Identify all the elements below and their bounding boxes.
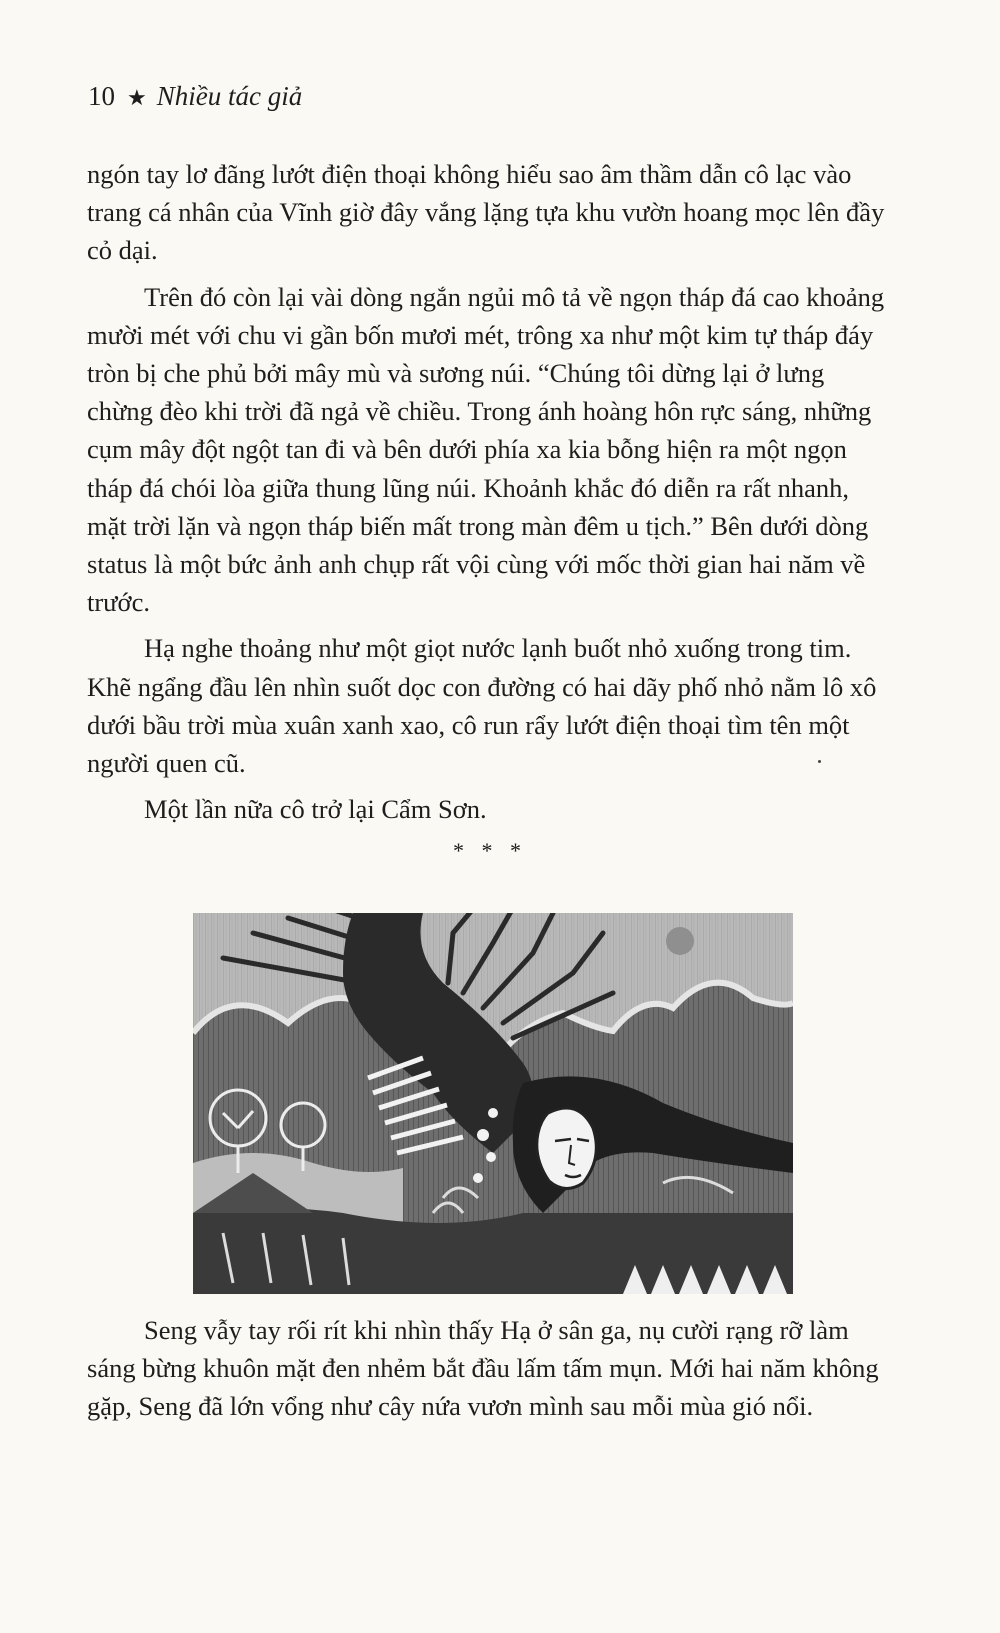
author-name: Nhiều tác giả bbox=[156, 81, 303, 111]
paragraph: ngón tay lơ đãng lướt điện thoại không hiểu sao âm thầm dẫn cô lạc vào trang cá nhân của Vĩnh giờ đây vắng lặng tựa khu vườn hoang mọc lên đầy cỏ dại. bbox=[87, 159, 885, 266]
body-text-bottom bbox=[87, 1311, 892, 1426]
body-text-top bbox=[87, 155, 892, 828]
woodcut-woman-tree-landscape-icon bbox=[193, 913, 793, 1294]
section-separator: * * * bbox=[453, 838, 527, 863]
paragraph: Hạ nghe thoảng như một giọt nước lạnh buốt nhỏ xuống trong tim. Khẽ ngẩng đầu lên nhìn suốt dọc con đường có hai dãy phố nhỏ nằm lô xô dưới bầu trời mùa xuân xanh xao, cô run rẩy lướt điện thoại tìm tên một người quen cũ. bbox=[87, 633, 877, 779]
page-number: 10 bbox=[88, 81, 115, 111]
paragraph: Một lần nữa cô trở lại Cẩm Sơn. bbox=[144, 794, 487, 825]
moon-shape bbox=[666, 927, 694, 955]
paragraph: Trên đó còn lại vài dòng ngắn ngủi mô tả về ngọn tháp đá cao khoảng mười mét với chu vi gần bốn mươi mét, trông xa như một kim tự tháp đáy tròn bị che phủ bởi mây mù và sương núi. “Chúng tôi dừng lại ở lưng chừng đèo khi trời đã ngả về chiều. Trong ánh hoàng hôn rực sáng, những cụm mây đột ngột tan đi và bên dưới phía xa kia bỗng hiện ra một ngọn tháp đá chói lòa giữa thung lũng núi. Khoảnh khắc đó diễn ra rất nhanh, mặt trời lặn và ngọn tháp biến mất trong màn đêm u tịch.” Bên dưới dòng status là một bức ảnh anh chụp rất vội cùng với mốc thời gian hai năm về trước. bbox=[87, 281, 885, 618]
running-header bbox=[88, 78, 302, 116]
paragraph: Seng vẫy tay rối rít khi nhìn thấy Hạ ở sân ga, nụ cười rạng rỡ làm sáng bừng khuôn mặt đen nhẻm bắt đầu lấm tấm mụn. Mới hai năm không gặp, Seng đã lớn vổng như cây nứa vươn mình sau mỗi mùa gió nổi. bbox=[87, 1315, 879, 1422]
print-speck bbox=[818, 760, 821, 763]
star-icon: ★ bbox=[127, 85, 147, 110]
